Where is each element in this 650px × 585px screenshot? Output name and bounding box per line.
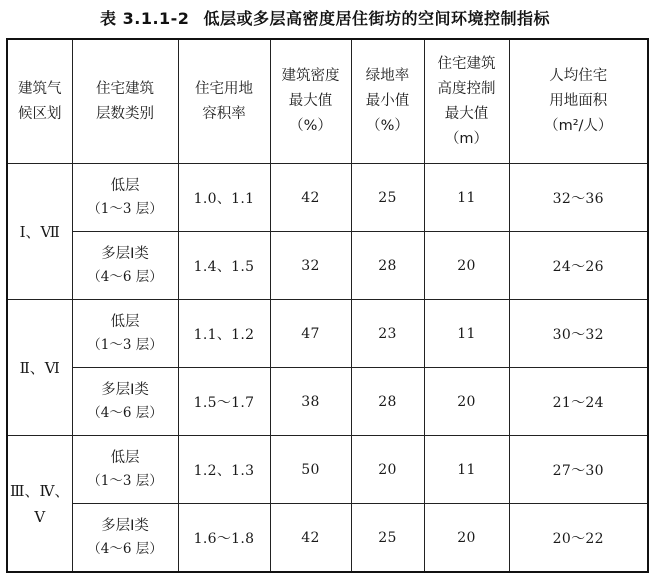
table-row — [7, 164, 648, 232]
green-ratio-cell: 25 — [351, 504, 424, 573]
land-per-capita-cell: 30～32 — [509, 300, 648, 368]
table-row — [7, 436, 648, 504]
header-floor-area-ratio: 住宅用地 容积率 — [178, 39, 270, 164]
far-cell: 1.1、1.2 — [178, 300, 270, 368]
floor-category-cell: 低层 （1～3 层） — [72, 300, 178, 368]
density-cell: 38 — [270, 368, 351, 436]
height-cell: 11 — [424, 300, 509, 368]
table-row — [7, 504, 648, 573]
height-cell: 20 — [424, 368, 509, 436]
green-ratio-cell: 28 — [351, 368, 424, 436]
climate-zone-cell: Ⅱ、Ⅵ — [7, 300, 72, 436]
climate-zone-cell: Ⅰ、Ⅶ — [7, 164, 72, 300]
land-per-capita-cell: 20～22 — [509, 504, 648, 573]
height-cell: 11 — [424, 164, 509, 232]
land-per-capita-cell: 32～36 — [509, 164, 648, 232]
far-cell: 1.6～1.8 — [178, 504, 270, 573]
header-height-limit: 住宅建筑 高度控制 最大值 （m） — [424, 39, 509, 164]
density-cell: 42 — [270, 164, 351, 232]
header-building-density: 建筑密度 最大值 （%） — [270, 39, 351, 164]
density-cell: 42 — [270, 504, 351, 573]
floor-category-cell: 多层Ⅰ类 （4～6 层） — [72, 368, 178, 436]
floor-category-cell: 多层Ⅰ类 （4～6 层） — [72, 232, 178, 300]
far-cell: 1.4、1.5 — [178, 232, 270, 300]
far-cell: 1.0、1.1 — [178, 164, 270, 232]
density-cell: 32 — [270, 232, 351, 300]
height-cell: 20 — [424, 504, 509, 573]
far-cell: 1.2、1.3 — [178, 436, 270, 504]
table-number: 表 3.1.1-2 — [100, 9, 190, 28]
green-ratio-cell: 20 — [351, 436, 424, 504]
table-caption: 低层或多层高密度居住街坊的空间环境控制指标 — [203, 9, 550, 28]
green-ratio-cell: 28 — [351, 232, 424, 300]
land-per-capita-cell: 21～24 — [509, 368, 648, 436]
table-row — [7, 300, 648, 368]
climate-zone-cell: Ⅲ、Ⅳ、 Ⅴ — [7, 436, 72, 573]
control-index-table — [6, 38, 649, 573]
density-cell: 50 — [270, 436, 351, 504]
far-cell: 1.5～1.7 — [178, 368, 270, 436]
height-cell: 20 — [424, 232, 509, 300]
header-floor-category: 住宅建筑 层数类别 — [72, 39, 178, 164]
header-green-ratio: 绿地率 最小值 （%） — [351, 39, 424, 164]
height-cell: 11 — [424, 436, 509, 504]
header-row — [7, 39, 648, 164]
table-title — [0, 6, 650, 29]
land-per-capita-cell: 27～30 — [509, 436, 648, 504]
density-cell: 47 — [270, 300, 351, 368]
header-land-per-capita: 人均住宅 用地面积 （m²/人） — [509, 39, 648, 164]
green-ratio-cell: 23 — [351, 300, 424, 368]
table-row — [7, 368, 648, 436]
green-ratio-cell: 25 — [351, 164, 424, 232]
land-per-capita-cell: 24～26 — [509, 232, 648, 300]
floor-category-cell: 低层 （1～3 层） — [72, 164, 178, 232]
header-climate-zone: 建筑气 候区划 — [7, 39, 72, 164]
floor-category-cell: 低层 （1～3 层） — [72, 436, 178, 504]
table-row — [7, 232, 648, 300]
floor-category-cell: 多层Ⅰ类 （4～6 层） — [72, 504, 178, 573]
